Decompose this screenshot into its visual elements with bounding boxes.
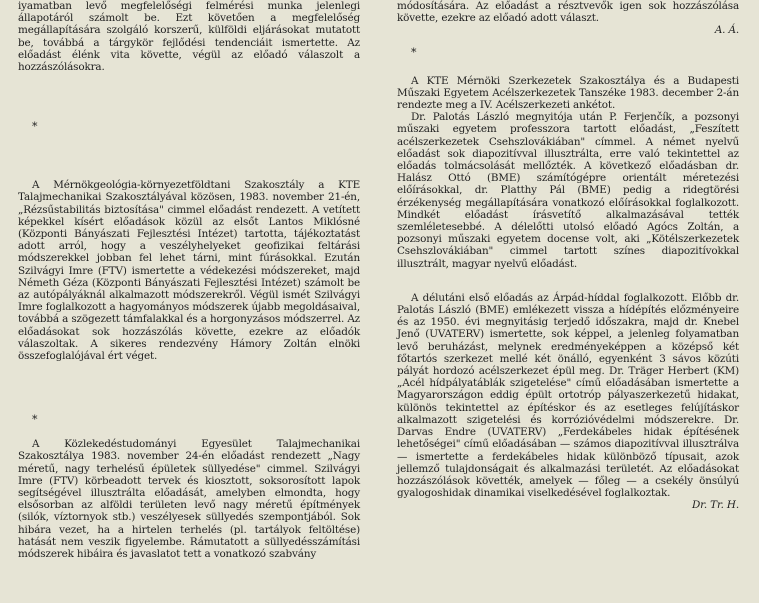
- left-column: [18, 0, 360, 560]
- left-paragraph-3: A Közlekedéstudományi Egyesület Talajmechanikai Szakosztálya 1983. november 24-én előadást rendezett „Nagy méretű, nagy terhelésű épületek süllyedése" cimmel. Szilvágyi Imre (FTV) körbeadott tervek és kiosztott, soksorosított lapok segítségével illusztrálta előadását, amelyben elmondta, hogy elsősorban az alföldi területen levő nagy méretű építmények (silók, víztornyok stb.) veszélyesek süllyedés szempontjából. Sok hibára vezet, ha a hirtelen terhelés (pl. tartályok feltöltése) hatását nem veszik figyelembe. Rámutatott a süllyedésszámítási módszerek hibáira és javaslatot tett a vonatkozó szabvány: [18, 438, 360, 561]
- right-paragraph-4: A délutáni első előadás az Árpád-híddal foglalkozott. Előbb dr. Palotás László (BME) emlékezett vissza a hídépítés előzményeire és az 1950. évi megnyitásig terjedő időszakra, majd dr. Knebel Jenő (UVATERV) ismertette, sok képpel, a jelenleg folyamatban levő beruházást, melynek eredményeképpen a középső két főtartós szerkezet mellé két önálló, egyenként 3 sávos közúti pályát hordozó acélszerkezet épül meg. Dr. Träger Herbert (KM) „Acél hídpályatáblák szigetelése" című előadásában ismertette a Magyarországon eddig épült ortotróp pályaszerkezetű hidakat, különös tekintettel az építéskor és az esetleges felújításkor alkalmazott szigetelési és korrózióvédelmi módszerekre. Dr. Darvas Endre (UVATERV) „Ferdekábeles hidak építésének lehetőségei" című előadásában — számos diapozitívval illusztrálva — ismertette a ferdekábeles hidak különböző típusait, azok jellemző tulajdonságait és alkalmazási területét. Az előadásokat hozzászólások követték, amelyek — főleg — a csekély önsúlyú gyalogoshidak dinamikai viselkedésével foglalkoztak.: [397, 291, 739, 500]
- right-column: [397, 0, 739, 512]
- left-paragraph-1: iyamatban levő megfelelőségi felmérési munka jelenlegi állapotáról számolt be. Ezt követően a megfelelőség megállapítására szolgáló korszerű, külföldi eljárásokat mutatott be, továbbá a tárgykör fejlődési tendenciáit ismertette. Az előadást élénk vita követte, végül az előadó válaszolt a hozzászólásokra.: [18, 0, 360, 74]
- right-paragraph-3: Dr. Palotás László megnyitója után P. Ferjenčík, a pozsonyi műszaki egyetem professzora tartott előadást, „Feszített acélszerkezetek Csehszlovákiában" címmel. A német nyelvű előadást sok diapozitívval illusztrálta, erre való tekintettel az előadás tolmácsolását mellőzték. A következő előadásban dr. Halász Ottó (BME) számítógépre orientált méretezési előírásokkal, dr. Platthy Pál (BME) pedig a ridegtörési érzékenység megállapítására vonatkozó előírásokkal foglalkozott. Mindkét előadást írásvetítő alkalmazásával tették szemléletesebbé. A délelőtti utolsó előadó Agócs Zoltán, a pozsonyi műszaki egyetem docense volt, aki „Kötélszerkezetek Csehszlovákiában" cimmel tartott színes diapozitívokkal illusztrált, magyar nyelvű előadást.: [397, 111, 739, 270]
- separator-star-left-1: *: [32, 120, 38, 134]
- right-paragraph-1: módosítására. Az előadást a résztvevők igen sok hozzászólása követte, ezekre az előadó adott választ.: [397, 0, 739, 25]
- signature-2: Dr. Tr. H.: [692, 499, 739, 512]
- separator-star-right-1: *: [411, 45, 417, 59]
- signature-1: A. Á.: [714, 24, 739, 37]
- right-paragraph-2: A KTE Mérnöki Szerkezetek Szakosztálya és a Budapesti Műszaki Egyetem Acélszerkezetek Tanszéke 1983. december 2-án rendezte meg a IV. Acélszerkezeti ankétot.: [397, 74, 739, 112]
- separator-star-left-2: *: [32, 413, 38, 427]
- left-paragraph-2: A Mérnökgeológia-környezetföldtani Szakosztály a KTE Talajmechanikai Szakosztályával közösen, 1983. november 21-én, „Rézsűstabilitás biztosítása" cimmel előadást rendezett. A vetített képekkel kísért előadások közül az elsőt Lantos Miklósné (Központi Bányászati Fejlesztési Intézet) tartotta, tájékoztatást adott arról, hogy a veszélyhelyeket geofizikai feltárási módszerekkel jobban fel lehet tárni, mint fúrásokkal. Ezután Szilvágyi Imre (FTV) ismertette a védekezési módszereket, majd Németh Géza (Központi Bányászati Fejlesztési Intézet) számolt be az autópályáknál alkalmazott módszerekről. Végül ismét Szilvágyi Imre foglalkozott a hagyományos módszerek újabb megoldásaival, továbbá a szögezett támfalakkal és a horgonyzásos módszerrel. Az előadásokat sok hozzászólás követte, ezekre az előadók válaszoltak. A sikeres rendezvény Hámory Zoltán elnöki összefoglalójával ért véget.: [18, 179, 360, 363]
